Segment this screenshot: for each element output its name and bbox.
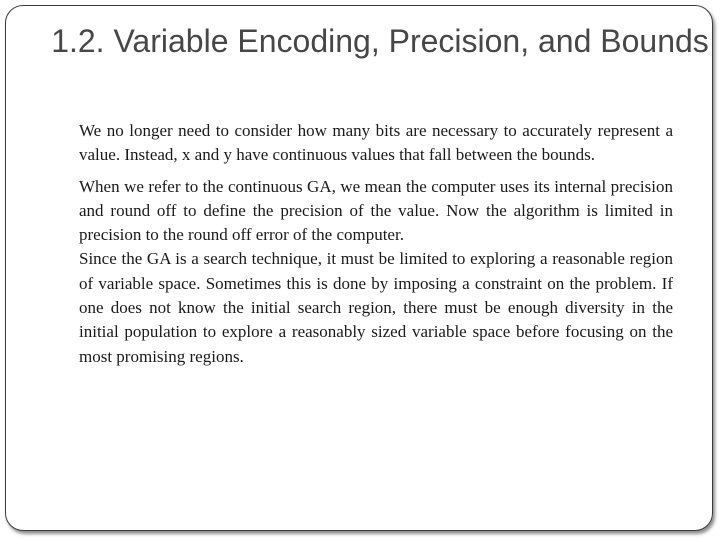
slide-title: 1.2. Variable Encoding, Precision, and Bounds xyxy=(51,23,709,59)
slide-body xyxy=(79,119,673,369)
paragraph-bits: We no longer need to consider how many bits are necessary to accurately represent a value. Instead, x and y have continuous values that fall between the bounds. xyxy=(79,121,673,165)
paragraph-search-region: Since the GA is a search technique, it must be limited to exploring a reasonable region of variable space. Sometimes this is done by imposing a constraint on the problem. If one does not know the initial search region, there must be enough diversity in the initial population to explore a reasonably sized variable space before focusing on the most promising regions. xyxy=(79,249,673,366)
paragraph-precision: When we refer to the continuous GA, we mean the computer uses its internal precision and round off to define the precision of the value. Now the algorithm is limited in precision to the round off error of the computer. xyxy=(79,176,673,245)
